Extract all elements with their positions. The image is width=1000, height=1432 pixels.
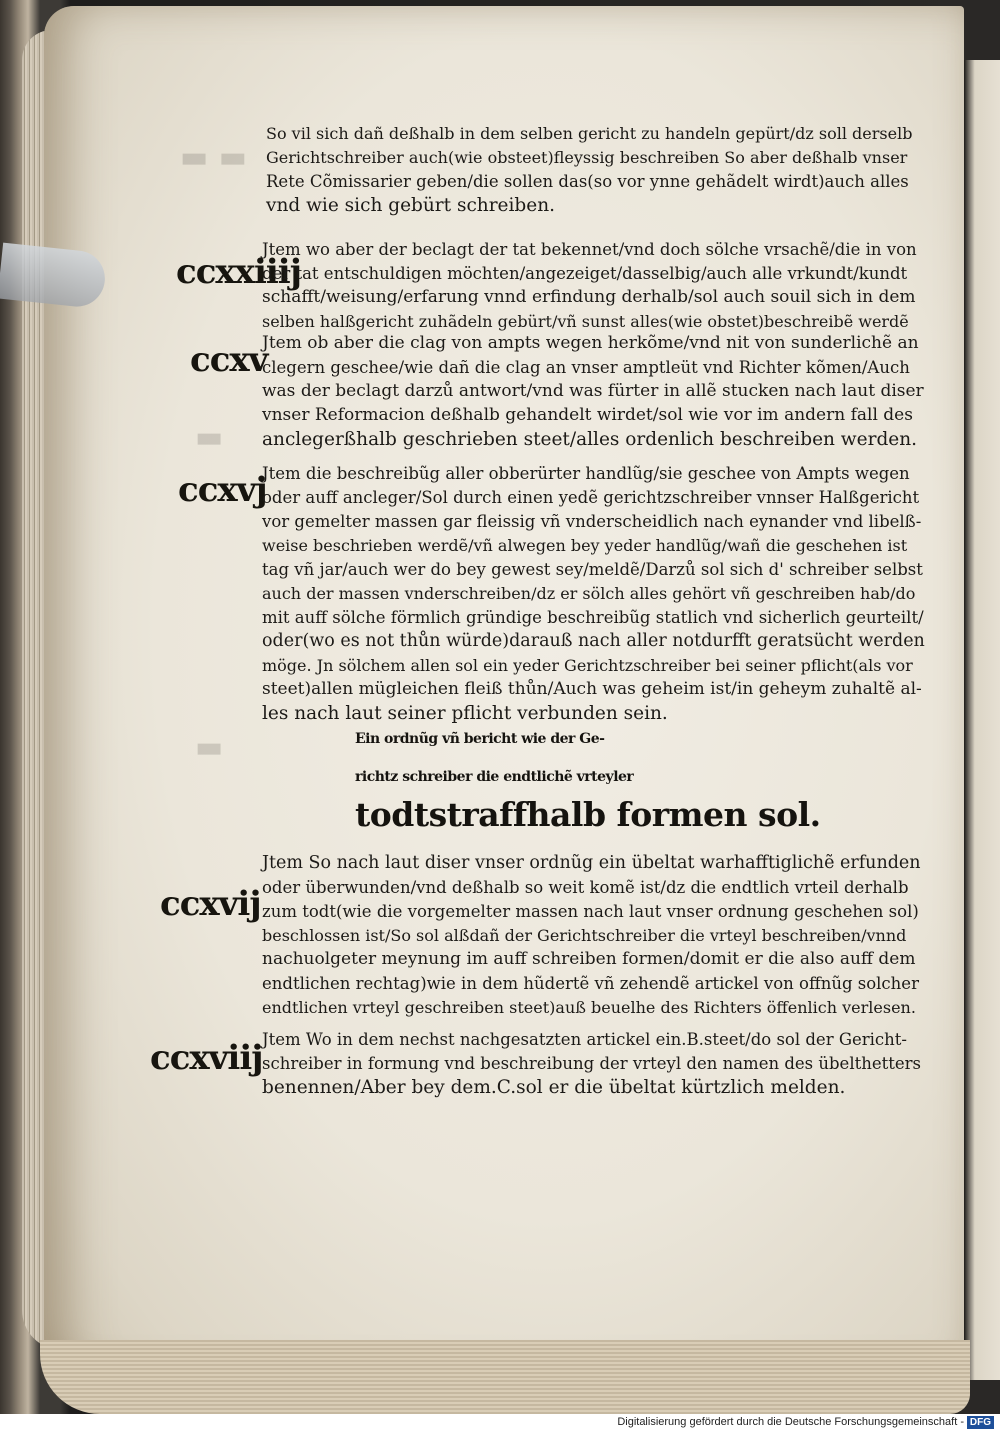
- text-line: endtlichen vrteyl geschreiben steet)auß beuelhe des Richters öffenlich verlesen.: [262, 998, 916, 1017]
- article-number: ccxv: [190, 340, 268, 380]
- section-heading: [355, 720, 821, 834]
- text-line: nachuolgeter meynung im auff schreiben formen/domit er die also auff dem: [262, 949, 916, 969]
- text-line: Jtem Wo in dem nechst nachgesatzten artickel ein.B.steet/do sol der Gericht-: [262, 1030, 908, 1049]
- text-line: mit auff sölche förmlich gründige beschreibũg statlich vnd sicherlich geurteilt/: [262, 608, 924, 627]
- footer-credit: Digitalisierung gefördert durch die Deutsche Forschungsgemeinschaft -: [617, 1416, 964, 1428]
- bleed-through-mark: ▬: [195, 420, 224, 455]
- text-line: möge. Jn sölchem allen sol ein yeder Gerichtzschreiber bei seiner pflicht(als vor: [262, 656, 913, 675]
- text-line: vnd wie sich gebürt schreiben.: [266, 195, 556, 216]
- text-line: auch der massen vnderschreiben/dz er sölch alles gehört vñ geschreiben hab/do: [262, 584, 916, 603]
- heading-line: Ein ordnũg vñ bericht wie der Ge-: [355, 731, 605, 747]
- text-line: Jtem ob aber die clag von ampts wegen herkõme/vnd nit von sunderlichẽ an: [262, 333, 919, 353]
- text-line: endtlichen rechtag)wie in dem hũdertẽ vñ zehendẽ artickel von offnũg solcher: [262, 974, 919, 993]
- text-line: So vil sich dañ deßhalb in dem selben gericht zu handeln gepürt/dz soll derselb: [266, 124, 913, 143]
- text-line: benennen/Aber bey dem.C.sol er die übeltat kürtzlich melden.: [262, 1077, 846, 1098]
- text-line: oder überwunden/vnd deßhalb so weit komẽ ist/dz die endtlich vrteil derhalb: [262, 878, 909, 897]
- text-line: tag vñ jar/auch wer do bey gewest sey/meldẽ/Darzů sol sich d' schreiber selbst: [262, 560, 923, 579]
- bleed-through-mark: ▬ ▬: [180, 140, 248, 175]
- text-line: beschlossen ist/So sol alßdañ der Gerichtschreiber die vrteyl beschreiben/vnnd: [262, 926, 907, 945]
- text-line: was der beclagt darzů antwort/vnd was fürter in allẽ stucken nach laut diser: [262, 381, 924, 401]
- text-line: steet)allen mügleichen fleiß thůn/Auch was geheim ist/in geheym zuhaltẽ al-: [262, 679, 922, 699]
- article-number: ccxvj: [178, 470, 267, 510]
- text-line: clegern geschee/wie dañ die clag an vnser amptleüt vnd Richter kõmen/Auch: [262, 358, 910, 377]
- book-bottom-edge: [40, 1340, 970, 1414]
- text-line: der tat entschuldigen möchten/angezeiget/dasselbig/auch alle vrkundt/kundt: [262, 264, 908, 283]
- heading-line: richtz schreiber die endtlichẽ vrteyler: [355, 769, 634, 785]
- text-line: Jtem wo aber der beclagt der tat bekennet/vnd doch sölche vrsachẽ/die in von: [262, 240, 917, 259]
- article-number: ccxviij: [150, 1038, 263, 1078]
- text-line: zum todt(wie die vorgemelter massen nach laut vnser ordnung geschehen sol): [262, 902, 919, 921]
- heading-line: todtstraffhalb formen sol.: [355, 795, 821, 834]
- text-line: schreiber in formung vnd beschreibung der vrteyl den namen des übelthetters: [262, 1054, 922, 1073]
- article-number: ccxvij: [160, 884, 261, 924]
- text-line: vor gemelter massen gar fleissig vñ vnderscheidlich nach eynander vnd libelß-: [262, 512, 922, 531]
- text-line: oder auff ancleger/Sol durch einen yedẽ gerichtzschreiber vnnser Halßgericht: [262, 488, 920, 507]
- next-page-sliver: [964, 60, 1000, 1380]
- text-line: schafft/weisung/erfarung vnnd erfindung derhalb/sol auch souil sich in dem: [262, 287, 916, 307]
- bleed-through-mark: ▬: [195, 730, 224, 765]
- text-line: anclegerßhalb geschrieben steet/alles ordenlich beschreiben werden.: [262, 429, 918, 450]
- text-line: Jtem die beschreibũg aller obberürter handlũg/sie geschee von Ampts wegen: [262, 464, 910, 483]
- text-line: Jtem So nach laut diser vnser ordnũg ein übeltat warhafftiglichẽ erfunden: [262, 853, 921, 873]
- text-line: oder(wo es not thůn würde)darauß nach aller notdurfft geratsücht werden: [262, 631, 925, 651]
- text-line: vnser Reformacion deßhalb gehandelt wirdet/sol wie vor im andern fall des: [262, 405, 913, 425]
- text-line: weise beschrieben werdẽ/vñ alwegen bey yeder handlũg/wañ die geschehen ist: [262, 536, 908, 555]
- dfg-logo: DFG: [967, 1416, 994, 1429]
- text-line: les nach laut seiner pflicht verbunden sein.: [262, 703, 668, 724]
- text-line: selben halßgericht zuhãdeln gebürt/vñ sunst alles(wie obstet)beschreibẽ werdẽ: [262, 312, 909, 331]
- text-line: Gerichtschreiber auch(wie obsteet)fleyssig beschreiben So aber deßhalb vnser: [266, 148, 908, 167]
- article-number: ccxxiiij: [176, 252, 301, 292]
- footer-bar: [0, 1414, 1000, 1432]
- text-line: Rete Cõmissarier geben/die sollen das(so vor ynne gehãdelt wirdt)auch alles: [266, 172, 909, 191]
